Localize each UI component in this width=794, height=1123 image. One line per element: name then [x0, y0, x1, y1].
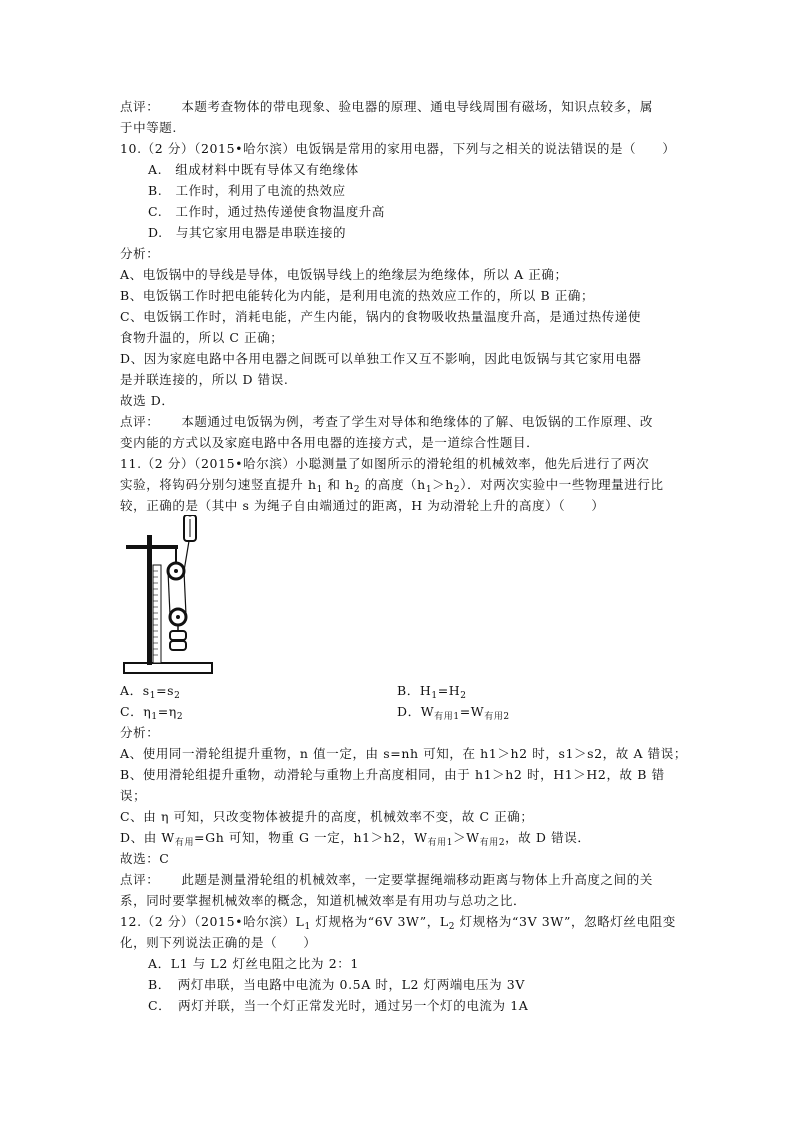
comment-text: 此题是测量滑轮组的机械效率，一定要掌握绳端移动距离与物体上升高度之间的关: [181, 872, 653, 887]
q11-stem: 11.（2 分）（2015•哈尔滨）小聪测量了如图所示的滑轮组的机械效率，他先后进行了两次: [120, 456, 650, 471]
q10-option-b: B. 工作时，利用了电流的热效应: [148, 183, 346, 198]
subscript: 2: [176, 712, 184, 722]
q10-analysis-line: 食物升温的，所以 C 正确；: [120, 330, 284, 345]
subscript: 有用: [174, 838, 195, 848]
subscript: 2: [460, 691, 467, 701]
q10-option-d: D. 与其它家用电器是串联连接的: [148, 225, 347, 240]
q10-analysis-line: 是并联连接的，所以 D 错误.: [120, 372, 289, 387]
q10-analysis-line: A、电饭锅中的导线是导体，电饭锅导线上的绝缘层为绝缘体，所以 A 正确；: [120, 267, 568, 282]
comment-text: 本题考查物体的带电现象、验电器的原理、通电导线周围有磁场，知识点较多，属: [181, 99, 653, 114]
comment-q9-cont: 于中等题.: [120, 120, 177, 135]
q11-answer: 故选：C: [120, 851, 170, 866]
text: 灯规格为“6V 3W”，L: [310, 914, 449, 929]
text: D、由 W: [120, 830, 175, 845]
q10-stem: 10.（2 分）（2015•哈尔滨）电饭锅是常用的家用电器，下列与之相关的说法错误的是（ ）: [120, 141, 676, 156]
q10-comment-cont: 变内能的方式以及家庭电路中各用电器的连接方式，是一道综合性题目．: [120, 435, 540, 450]
pulley-apparatus-figure: [120, 515, 220, 680]
q10-option-a: A. 组成材料中既有导体又有绝缘体: [148, 162, 359, 177]
text: 的高度（h: [360, 477, 426, 492]
text: ）．对两次实验中一些物理量进行比: [460, 477, 664, 492]
subscript: 有用1: [434, 712, 460, 722]
text: 实验，将钩码分别匀速竖直提升 h: [120, 477, 317, 492]
subscript: 1: [425, 485, 433, 495]
subscript: 2: [353, 485, 361, 495]
q10-analysis-label: 分析：: [120, 246, 160, 261]
text: A．s: [120, 683, 150, 698]
q11-analysis-line: B、使用滑轮组提升重物，动滑轮与重物上升高度相同，由于 h1＞h2 时，H1＞H2，故 B 错: [120, 767, 665, 782]
subscript: 2: [453, 485, 461, 495]
comment-label: 点评：: [120, 99, 160, 114]
subscript: 有用2: [484, 712, 510, 722]
subscript: 1: [149, 691, 157, 701]
text: C．η: [120, 704, 152, 719]
q10-analysis-line: C、电饭锅工作时，消耗电能，产生内能，锅内的食物吸收热量温度升高，是通过热传递使: [120, 309, 642, 324]
subscript: 2: [174, 691, 181, 701]
text: =H: [437, 683, 461, 698]
text: 灯规格为“3V 3W”，忽略灯丝电阻变: [455, 914, 676, 929]
text: =η: [157, 704, 177, 719]
q11-analysis-line: C、由 η 可知，只改变物体被提升的高度，机械效率不变，故 C 正确；: [120, 809, 534, 824]
text: ，故 D 错误．: [505, 830, 591, 845]
text: 和 h: [322, 477, 354, 492]
q11-analysis-label: 分析：: [120, 725, 160, 740]
text: ＞h: [432, 477, 454, 492]
comment-label: 点评：: [120, 872, 160, 887]
text: =W: [459, 704, 485, 719]
subscript: 1: [316, 485, 323, 495]
q11-comment: [120, 870, 680, 890]
q10-analysis-line: D、因为家庭电路中各用电器之间既可以单独工作又互不影响，因此电饭锅与其它家用电器: [120, 351, 642, 366]
q11-stem-cont2: 较，正确的是（其中 s 为绳子自由端通过的距离，H 为动滑轮上升的高度）（ ）: [120, 498, 605, 513]
subscript: 1: [304, 922, 311, 932]
subscript: 1: [151, 712, 158, 722]
subscript: 有用2: [479, 838, 506, 848]
text: =s: [156, 683, 175, 698]
comment-text: 本题通过电饭锅为例，考查了学生对导体和绝缘体的了解、电饭锅的工作原理、改: [181, 414, 653, 429]
q10-answer: 故选 D．: [120, 393, 175, 408]
q10-comment: [120, 412, 680, 432]
comment-q9: [120, 97, 680, 117]
q12-option-a: A．L1 与 L2 灯丝电阻之比为 2：1: [148, 956, 359, 971]
text: B．H: [397, 683, 432, 698]
q12-option-b: B． 两灯串联，当电路中电流为 0.5A 时，L2 灯两端电压为 3V: [148, 977, 525, 992]
q11-analysis-line: A、使用同一滑轮组提升重物，n 值一定，由 s=nh 可知，在 h1＞h2 时，s1＞s2，故 A 错误；: [120, 746, 687, 761]
text: 12.（2 分）（2015•哈尔滨）L: [120, 914, 305, 929]
q12-stem-cont: 化，则下列说法正确的是（ ）: [120, 935, 317, 950]
q10-analysis-line: B、电饭锅工作时把电能转化为内能，是利用电流的热效应工作的，所以 B 正确；: [120, 288, 595, 303]
comment-label: 点评：: [120, 414, 160, 429]
q10-option-c: C. 工作时，通过热传递使食物温度升高: [148, 204, 385, 219]
subscript: 1: [431, 691, 438, 701]
q11-analysis-line: 误；: [120, 788, 147, 803]
q12-option-c: C． 两灯并联，当一个灯正常发光时，通过另一个灯的电流为 1A: [148, 998, 529, 1013]
text: D．W: [397, 704, 435, 719]
text: ＞W: [453, 830, 480, 845]
subscript: 有用1: [427, 838, 454, 848]
text: =Gh 可知，物重 G 一定，h1＞h2，W: [194, 830, 428, 845]
q11-comment-cont: 系，同时要掌握机械效率的概念，知道机械效率是有用功与总功之比．: [120, 893, 527, 908]
subscript: 2: [448, 922, 456, 932]
